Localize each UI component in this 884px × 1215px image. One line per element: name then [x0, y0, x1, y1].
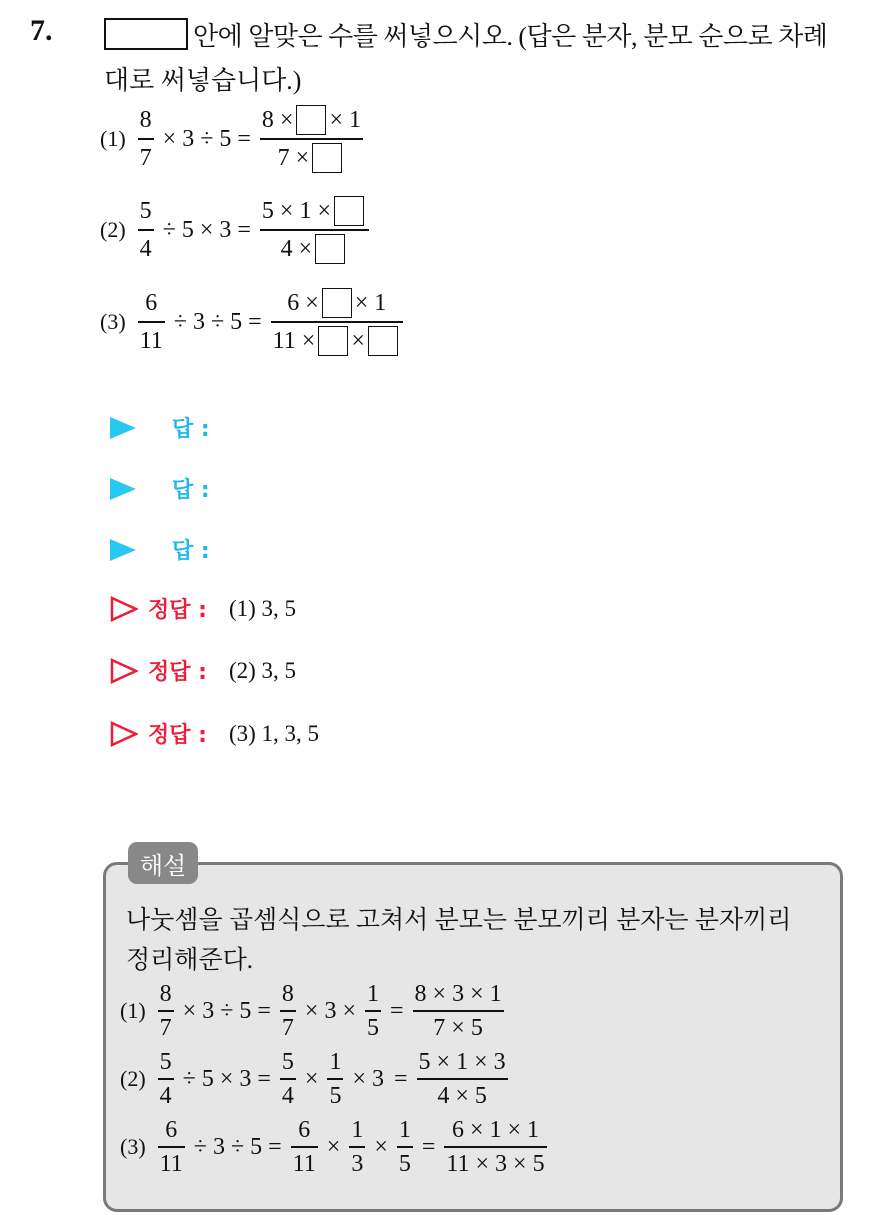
result-fraction	[260, 102, 363, 176]
triangle-marker-icon	[110, 417, 136, 439]
result-fraction	[271, 285, 403, 359]
numerator: 5	[139, 198, 152, 225]
numerator-part: 8 ×	[261, 107, 294, 134]
denominator: 7 × 5	[433, 1015, 483, 1042]
problem-label: (1)	[100, 126, 126, 151]
answer-blank[interactable]	[334, 196, 364, 226]
fraction	[280, 1045, 296, 1113]
answer-blank[interactable]	[296, 105, 326, 135]
answer-row-2	[110, 473, 210, 504]
answer-label: 답 :	[172, 478, 210, 503]
fraction	[138, 193, 154, 267]
question-text: 안에 알맞은 수를 써넣으시오. (답은 분자, 분모 순으로 차례	[193, 22, 828, 51]
triangle-marker-icon	[110, 539, 136, 561]
operations: × 3	[352, 1065, 384, 1092]
numerator-part: 5 × 1 ×	[261, 198, 331, 225]
solution-1	[120, 974, 508, 1048]
denominator: 4	[281, 1083, 294, 1110]
fraction	[413, 977, 504, 1045]
problem-label: (2)	[100, 217, 126, 242]
problem-1	[100, 99, 367, 179]
denominator: 11 × 3 × 5	[446, 1151, 545, 1178]
answer-blank[interactable]	[312, 143, 342, 173]
blank-box-example	[104, 18, 188, 50]
numerator: 8	[281, 980, 294, 1007]
numerator: 5	[159, 1048, 172, 1075]
operations: ÷ 3 ÷ 5 =	[173, 308, 262, 335]
correct-value: (3) 1, 3, 5	[228, 720, 320, 746]
denominator-part: ×	[351, 327, 365, 354]
correct-row-1	[110, 593, 296, 624]
question-text-continued: 대로 써넣습니다.)	[104, 66, 302, 95]
numerator-part: × 1	[329, 107, 361, 134]
numerator: 8	[159, 980, 172, 1007]
numerator: 1	[351, 1116, 364, 1143]
operations: ×	[374, 1133, 388, 1160]
answer-row-1	[110, 412, 210, 443]
problem-2	[100, 190, 373, 270]
numerator: 6	[298, 1116, 311, 1143]
denominator: 5	[329, 1083, 342, 1110]
fraction	[417, 1045, 508, 1113]
numerator: 8 × 3 × 1	[414, 980, 502, 1007]
fraction	[327, 1045, 343, 1113]
denominator: 4 × 5	[437, 1083, 487, 1110]
problem-3	[100, 282, 407, 362]
denominator: 11	[159, 1151, 183, 1178]
correct-value: (2) 3, 5	[228, 657, 297, 683]
answer-blank[interactable]	[315, 234, 345, 264]
numerator-part: 6 ×	[287, 290, 319, 317]
fraction	[138, 285, 165, 359]
numerator: 8	[139, 107, 152, 134]
answer-row-3	[110, 534, 210, 565]
denominator: 7	[281, 1015, 294, 1042]
answer-label: 답 :	[172, 417, 210, 442]
numerator: 6	[165, 1116, 178, 1143]
triangle-marker-icon	[110, 478, 136, 500]
operations: × 3 ×	[304, 997, 356, 1024]
denominator: 11	[292, 1151, 316, 1178]
equals: =	[421, 1133, 436, 1160]
numerator: 5 × 1 × 3	[418, 1048, 506, 1075]
correct-label: 정답 :	[148, 660, 207, 685]
fraction	[365, 977, 381, 1045]
fraction	[158, 1045, 174, 1113]
equals: =	[389, 997, 404, 1024]
operations: × 3 ÷ 5 =	[182, 997, 271, 1024]
denominator: 7	[159, 1015, 172, 1042]
solution-2	[120, 1042, 512, 1116]
numerator: 6	[145, 290, 158, 317]
denominator: 11	[139, 327, 163, 354]
correct-row-3	[110, 718, 319, 749]
correct-value: (1) 3, 5	[228, 595, 297, 621]
numerator: 6 × 1 × 1	[451, 1116, 540, 1143]
fraction	[291, 1113, 318, 1181]
numerator-part: × 1	[354, 290, 387, 317]
operations: ÷ 5 × 3 =	[162, 216, 251, 243]
outline-triangle-icon	[110, 658, 138, 684]
explanation-text-continued: 정리해준다.	[126, 947, 254, 974]
solution-label: (2)	[120, 1066, 146, 1091]
denominator: 3	[351, 1151, 364, 1178]
fraction	[397, 1113, 413, 1181]
explanation-tag: 해설	[128, 842, 198, 884]
problem-label: (3)	[100, 309, 126, 334]
denominator-part: 11 ×	[272, 327, 316, 354]
operations: ÷ 5 × 3 =	[182, 1065, 271, 1092]
denominator: 4	[159, 1083, 172, 1110]
solution-label: (3)	[120, 1134, 146, 1159]
operations: ÷ 3 ÷ 5 =	[193, 1133, 282, 1160]
fraction	[444, 1113, 546, 1181]
numerator: 1	[398, 1116, 411, 1143]
denominator: 4	[139, 235, 152, 262]
fraction	[158, 1113, 185, 1181]
correct-label: 정답 :	[148, 598, 207, 623]
fraction	[280, 977, 296, 1045]
question-number: 7.	[30, 14, 53, 47]
operations: ×	[304, 1065, 319, 1092]
numerator: 1	[329, 1048, 342, 1075]
explanation-text: 나눗셈을 곱셈식으로 고쳐서 분모는 분모끼리 분자는 분자끼리	[126, 907, 792, 934]
fraction	[138, 102, 154, 176]
denominator: 5	[366, 1015, 379, 1042]
fraction	[349, 1113, 365, 1181]
answer-label: 답 :	[172, 539, 210, 564]
denominator: 7	[139, 144, 152, 171]
numerator: 5	[281, 1048, 294, 1075]
answer-blank[interactable]	[318, 326, 348, 356]
denominator: 5	[398, 1151, 411, 1178]
outline-triangle-icon	[110, 721, 138, 747]
solution-label: (1)	[120, 998, 146, 1023]
operations: ×	[326, 1133, 341, 1160]
answer-blank[interactable]	[322, 288, 352, 318]
numerator: 1	[366, 980, 379, 1007]
correct-row-2	[110, 655, 296, 686]
correct-label: 정답 :	[148, 723, 207, 748]
denominator-part: 7 ×	[277, 144, 310, 171]
operations: × 3 ÷ 5 =	[162, 125, 251, 152]
outline-triangle-icon	[110, 596, 138, 622]
equals: =	[394, 1065, 408, 1092]
fraction	[158, 977, 174, 1045]
result-fraction	[260, 193, 369, 267]
denominator-part: 4 ×	[280, 235, 313, 262]
solution-3	[120, 1110, 551, 1184]
answer-blank[interactable]	[368, 326, 398, 356]
